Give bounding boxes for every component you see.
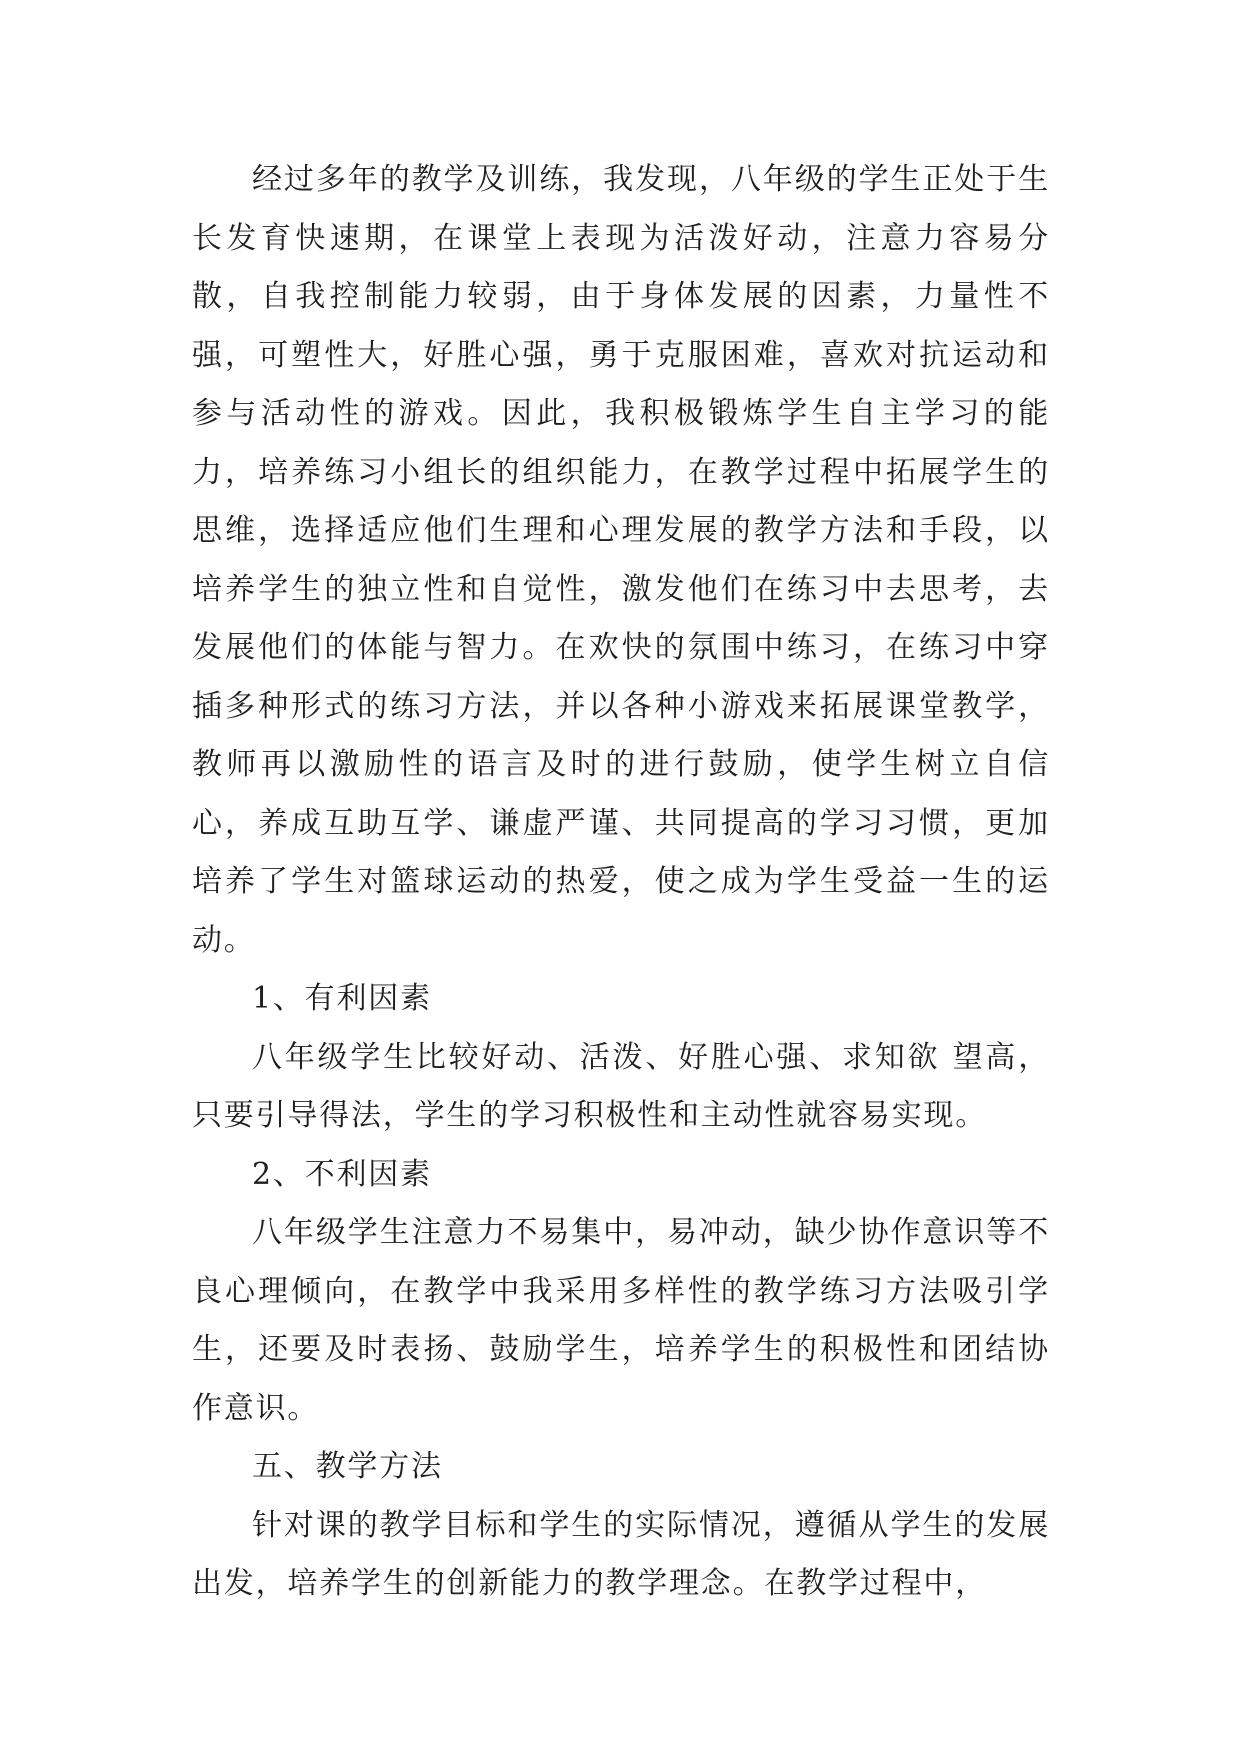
document-page (192, 151, 1050, 1614)
heading-unfavorable-factors: 2、不利因素 (252, 1156, 432, 1192)
heading-teaching-methods: 五、教学方法 (252, 1449, 443, 1484)
heading-favorable-factors: 1、有利因素 (252, 981, 432, 1016)
paragraph-favorable-factors: 八年级学生比较好动、活泼、好胜心强、求知欲 望高，只要引导得法，学生的学习积极性和主动性就容易实现。 (192, 1039, 1050, 1133)
paragraph-student-characteristics: 经过多年的教学及训练，我发现，八年级的学生正处于生长发育快速期，在课堂上表现为活泼好动，注意力容易分散，自我控制能力较弱，由于身体发展的因素，力量性不强，可塑性大，好胜心强，勇于克服困难，喜欢对抗运动和参与活动性的游戏。因此，我积极锻炼学生自主学习的能力，培养练习小组长的组织能力，在教学过程中拓展学生的思维，选择适应他们生理和心理发展的教学方法和手段，以培养学生的独立性和自觉性，激发他们在练习中去思考，去发展他们的体能与智力。在欢快的氛围中练习，在练习中穿插多种形式的练习方法，并以各种小游戏来拓展课堂教学，教师再以激励性的语言及时的进行鼓励，使学生树立自信心，养成互助互学、谦虚严谨、共同提高的学习习惯，更加培养了学生对篮球运动的热爱，使之成为学生受益一生的运动。 (192, 162, 1050, 958)
paragraph-teaching-methods: 针对课的教学目标和学生的实际情况，遵循从学生的发展出发，培养学生的创新能力的教学理念。在教学过程中， (192, 1507, 1050, 1601)
paragraph-unfavorable-factors: 八年级学生注意力不易集中，易冲动，缺少协作意识等不良心理倾向，在教学中我采用多样性的教学练习方法吸引学生，还要及时表扬、鼓励学生，培养学生的积极性和团结协作意识。 (192, 1215, 1050, 1426)
